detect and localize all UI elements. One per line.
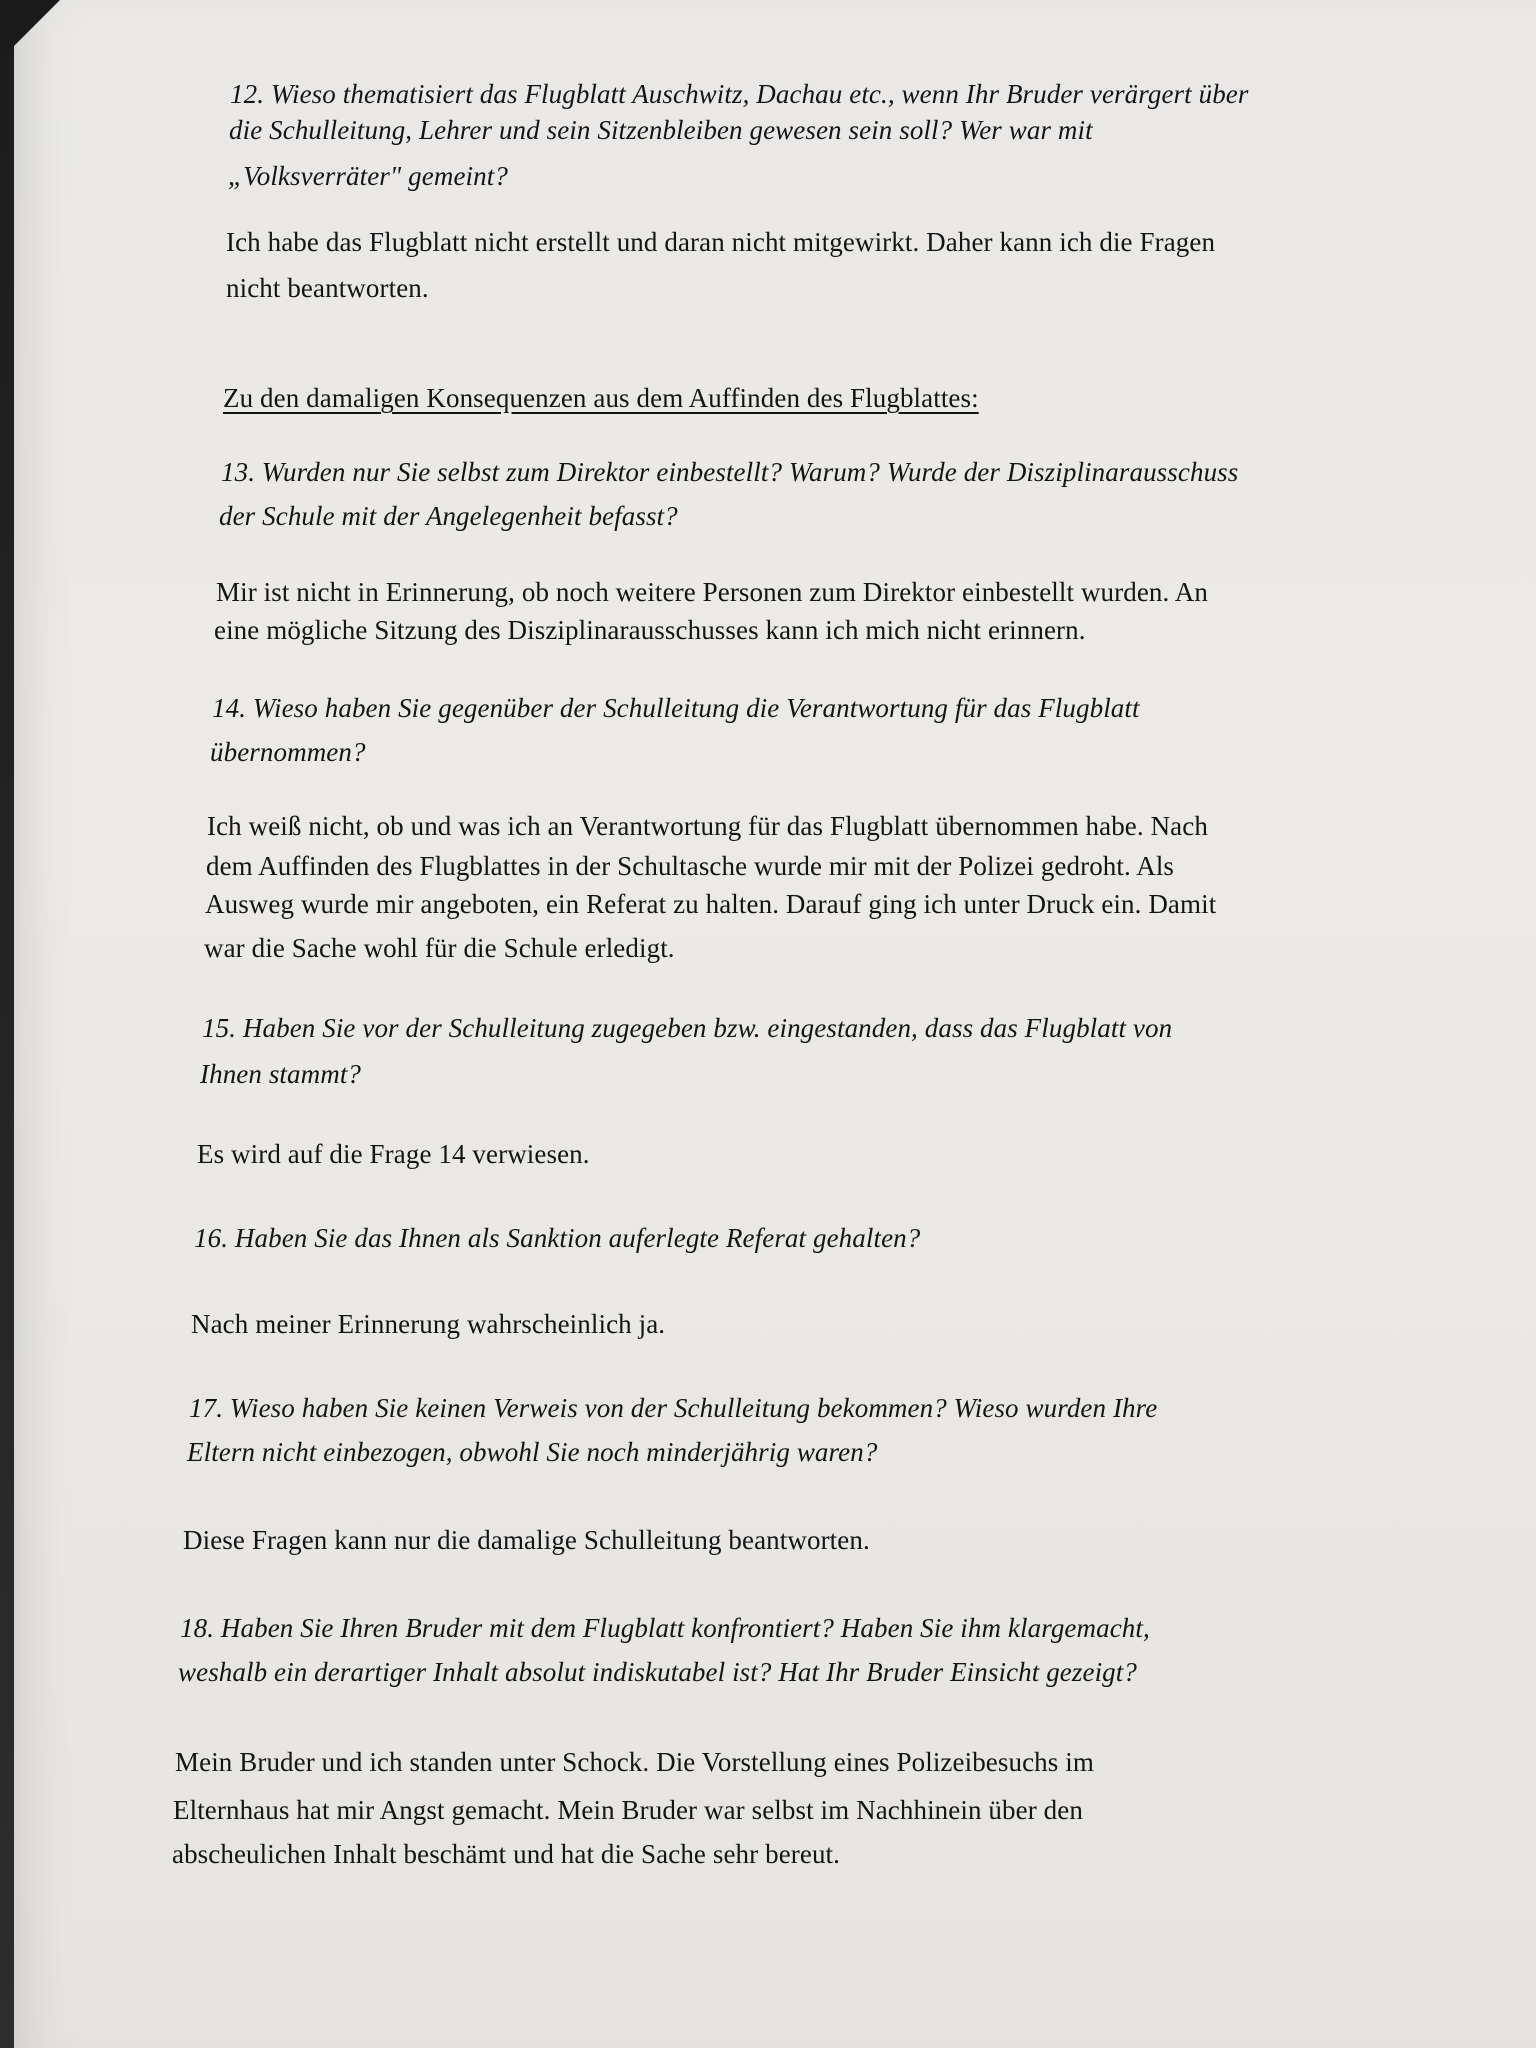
question-16-line-1: 16. Haben Sie das Ihnen als Sanktion auferlegte Referat gehalten? (194, 1223, 921, 1253)
section-heading: Zu den damaligen Konsequenzen aus dem Auffinden des Flugblattes: (223, 383, 979, 413)
question-13-line-2: der Schule mit der Angelegenheit befasst? (219, 501, 678, 531)
question-14-line-2: übernommen? (210, 737, 366, 767)
answer-18-line-1: Mein Bruder und ich standen unter Schock. Die Vorstellung eines Polizeibesuchs im (175, 1747, 1094, 1777)
answer-14-line-3: Ausweg wurde mir angeboten, ein Referat zu halten. Darauf ging ich unter Druck ein. Damit (205, 889, 1217, 919)
answer-16-line-1: Nach meiner Erinnerung wahrscheinlich ja. (191, 1309, 666, 1339)
question-13-line-1: 13. Wurden nur Sie selbst zum Direktor einbestellt? Warum? Wurde der Disziplinarausschuss (221, 457, 1239, 487)
question-17-line-2: Eltern nicht einbezogen, obwohl Sie noch minderjährig waren? (187, 1437, 878, 1467)
answer-12-line-2: nicht beantworten. (226, 273, 429, 303)
question-17-line-1: 17. Wieso haben Sie keinen Verweis von der Schulleitung bekommen? Wieso wurden Ihre (189, 1393, 1158, 1423)
answer-14-line-4: war die Sache wohl für die Schule erledigt. (204, 933, 675, 963)
question-18-line-1: 18. Haben Sie Ihren Bruder mit dem Flugblatt konfrontiert? Haben Sie ihm klargemacht, (180, 1613, 1150, 1643)
question-12-line-2: die Schulleitung, Lehrer und sein Sitzenbleiben gewesen sein soll? Wer war mit (229, 115, 1093, 145)
question-12-line-1: 12. Wieso thematisiert das Flugblatt Auschwitz, Dachau etc., wenn Ihr Bruder verärgert über (230, 79, 1249, 109)
answer-12-line-1: Ich habe das Flugblatt nicht erstellt und daran nicht mitgewirkt. Daher kann ich die Fragen (226, 227, 1216, 257)
answer-15-line-1: Es wird auf die Frage 14 verwiesen. (197, 1139, 590, 1169)
answer-13-line-2: eine mögliche Sitzung des Disziplinarausschusses kann ich mich nicht erinnern. (214, 615, 1086, 645)
answer-17-line-1: Diese Fragen kann nur die damalige Schulleitung beantworten. (183, 1525, 870, 1555)
answer-18-line-3: abscheulichen Inhalt beschämt und hat die Sache sehr bereut. (172, 1839, 841, 1869)
answer-14-line-1: Ich weiß nicht, ob und was ich an Verantwortung für das Flugblatt übernommen habe. Nach (207, 811, 1208, 841)
answer-14-line-2: dem Auffinden des Flugblattes in der Schultasche wurde mir mit der Polizei gedroht. Als (206, 851, 1175, 881)
answer-13-line-1: Mir ist nicht in Erinnerung, ob noch weitere Personen zum Direktor einbestellt wurden. An (216, 577, 1208, 607)
question-15-line-1: 15. Haben Sie vor der Schulleitung zugegeben bzw. eingestanden, dass das Flugblatt von (202, 1013, 1173, 1043)
question-12-line-3: „Volksverräter" gemeint? (228, 161, 508, 191)
question-14-line-1: 14. Wieso haben Sie gegenüber der Schulleitung die Verantwortung für das Flugblatt (212, 693, 1140, 723)
answer-18-line-2: Elternhaus hat mir Angst gemacht. Mein Bruder war selbst im Nachhinein über den (173, 1795, 1083, 1825)
question-18-line-2: weshalb ein derartiger Inhalt absolut indiskutabel ist? Hat Ihr Bruder Einsicht gezeigt? (178, 1657, 1137, 1687)
question-15-line-2: Ihnen stammt? (200, 1059, 362, 1089)
